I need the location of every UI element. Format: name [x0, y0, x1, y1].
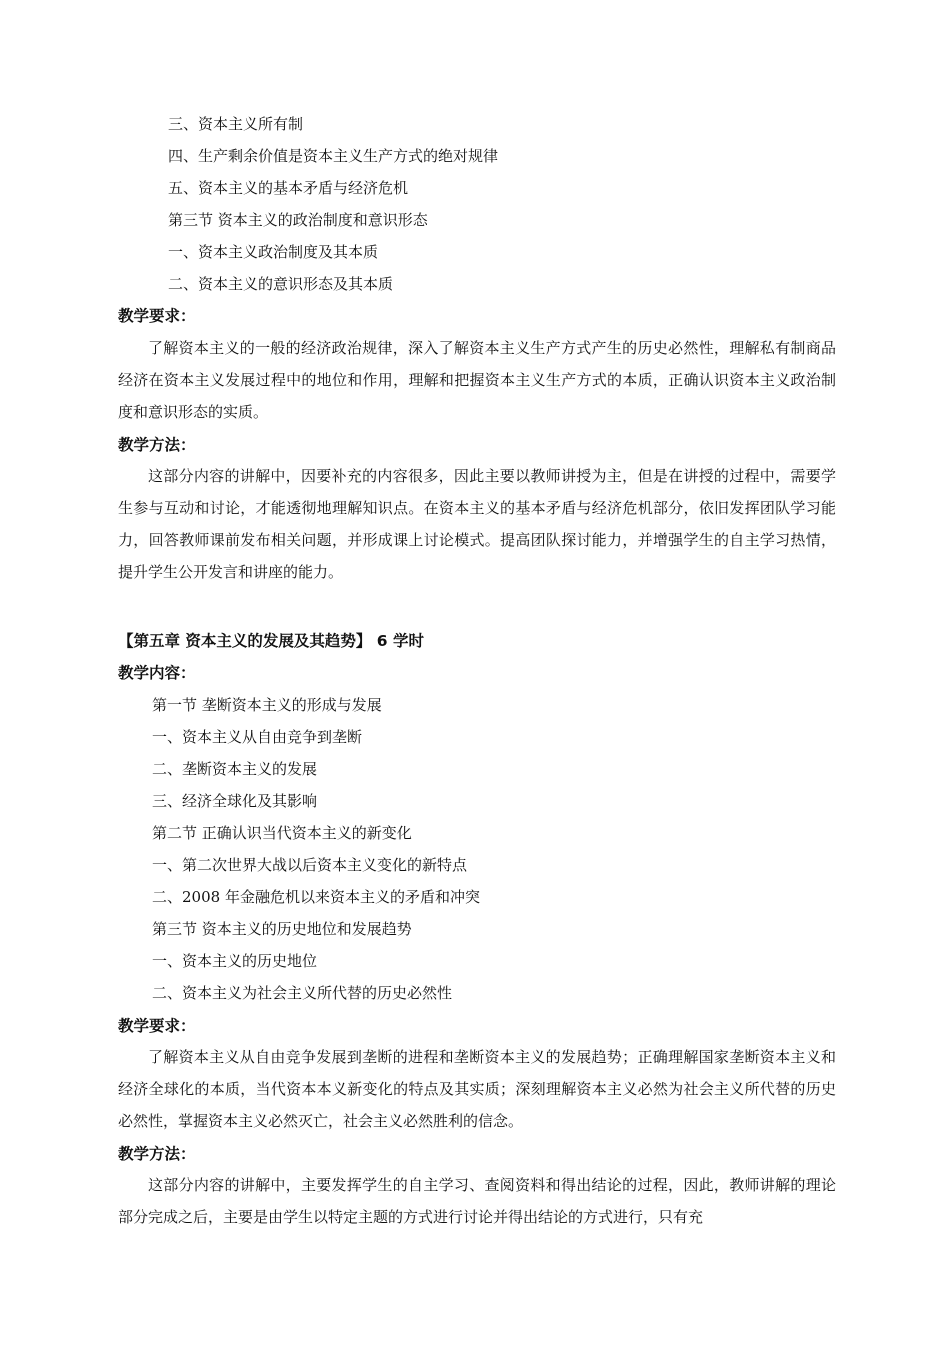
list-item: 三、资本主义所有制 [168, 115, 304, 133]
teaching-requirements-heading: 教学要求： [118, 1017, 196, 1035]
teaching-methods-heading: 教学方法： [118, 1145, 196, 1163]
teaching-requirements-text: 了解资本主义从自由竞争发展到垄断的进程和垄断资本主义的发展趋势；正确理解国家垄断资本主义和经济全球化的本质，当代资本本义新变化的特点及其实质；深刻理解资本主义必然为社会主义所代替的历史必然性，掌握资本主义必然灭亡，社会主义必然胜利的信念。 [118, 1048, 836, 1130]
teaching-requirements-text: 了解资本主义的一般的经济政治规律，深入了解资本主义生产方式产生的历史必然性，理解私有制商品经济在资本主义发展过程中的地位和作用，理解和把握资本主义生产方式的本质，正确认识资本主义政治制度和意识形态的实质。 [118, 339, 836, 421]
list-item: 一、资本主义从自由竞争到垄断 [152, 728, 363, 746]
teaching-methods-text: 这部分内容的讲解中，因要补充的内容很多，因此主要以教师讲授为主，但是在讲授的过程中，需要学生参与互动和讨论，才能透彻地理解知识点。在资本主义的基本矛盾与经济危机部分，依旧发挥团队学习能力，回答教师课前发布相关问题，并形成课上讨论模式。提高团队探讨能力，并增强学生的自主学习热情，提升学生公开发言和讲座的能力。 [118, 467, 836, 581]
list-item: 二、资本主义为社会主义所代替的历史必然性 [152, 984, 453, 1002]
list-item: 四、生产剩余价值是资本主义生产方式的绝对规律 [168, 147, 499, 165]
list-item: 二、垄断资本主义的发展 [152, 760, 318, 778]
section-heading: 第二节 正确认识当代资本主义的新变化 [152, 824, 412, 842]
section-heading: 第一节 垄断资本主义的形成与发展 [152, 696, 382, 714]
list-item: 一、资本主义政治制度及其本质 [168, 243, 379, 261]
list-item: 二、资本主义的意识形态及其本质 [168, 275, 394, 293]
section-heading: 第三节 资本主义的政治制度和意识形态 [168, 211, 428, 229]
teaching-requirements-heading: 教学要求： [118, 307, 196, 325]
list-item: 一、资本主义的历史地位 [152, 952, 318, 970]
chapter-title: 【第五章 资本主义的发展及其趋势】 6 学时 [118, 632, 424, 650]
list-item: 一、第二次世界大战以后资本主义变化的新特点 [152, 856, 468, 874]
teaching-methods-text: 这部分内容的讲解中，主要发挥学生的自主学习、查阅资料和得出结论的过程，因此，教师讲解的理论部分完成之后，主要是由学生以特定主题的方式进行讨论并得出结论的方式进行，只有充 [118, 1176, 836, 1226]
list-item: 五、资本主义的基本矛盾与经济危机 [168, 179, 409, 197]
list-item: 二、2008 年金融危机以来资本主义的矛盾和冲突 [152, 888, 480, 906]
teaching-content-heading: 教学内容： [118, 664, 196, 682]
list-item: 三、经济全球化及其影响 [152, 792, 318, 810]
teaching-methods-heading: 教学方法： [118, 436, 196, 454]
section-heading: 第三节 资本主义的历史地位和发展趋势 [152, 920, 412, 938]
